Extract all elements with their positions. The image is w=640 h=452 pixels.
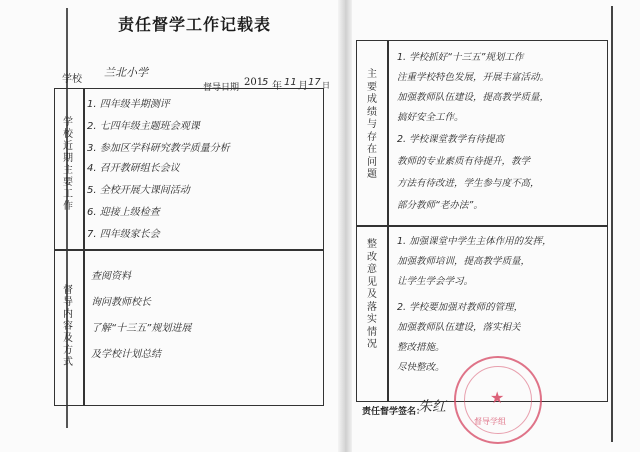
date-year-prefix: 201 (244, 77, 264, 88)
seal-star-icon: ★ (490, 388, 505, 407)
date-month: 11 (284, 77, 297, 88)
date-day-unit: 日 (322, 81, 330, 90)
rectify-line-3: 让学生学会学习。 (397, 276, 474, 287)
date-year-digit: 5 (262, 77, 269, 88)
official-seal (454, 356, 542, 444)
school-label: 学校 (62, 74, 82, 85)
problems-line-5: 2. 学校课堂教学有待提高 (397, 134, 505, 145)
problems-section-label: 主要成绩与存在问题 (367, 69, 377, 180)
right-table-divider-horizontal (357, 225, 607, 227)
work-item-5: 5. 全校开展大课间活动 (87, 185, 190, 196)
rectify-line-2: 加强教师培训，提高教学质量， (397, 256, 531, 267)
work-item-3: 3. 参加区学科研究教学质量分析 (87, 143, 230, 154)
page-fold-shadow (338, 0, 352, 452)
right-table-divider-vertical (387, 41, 389, 401)
rectify-line-4: 2. 学校要加强对教师的管理， (397, 302, 524, 313)
rectify-section-label: 整改意见及落实情况 (367, 239, 377, 350)
date-day: 17 (308, 77, 321, 88)
date-month-unit: 月 (298, 81, 308, 92)
date-label: 督导日期 (203, 83, 240, 93)
problems-line-1: 1. 学校抓好“十三五”规划工作 (397, 52, 524, 63)
school-value: 兰北小学 (104, 66, 148, 79)
work-item-4: 4. 召开教研组长会议 (87, 163, 180, 174)
rectify-line-7: 尽快整改。 (397, 362, 445, 373)
date-year-unit: 年 (272, 81, 282, 92)
left-table-divider-vertical (83, 89, 85, 405)
supervision-line-2: 询问教师校长 (91, 297, 151, 308)
work-section-label: 学校近期主要工作 (63, 117, 73, 212)
rectify-line-1: 1. 加强课堂中学生主体作用的发挥， (397, 236, 552, 247)
right-form-table (356, 40, 608, 402)
form-title: 责任督学工作记载表 (118, 15, 272, 34)
work-item-1: 1. 四年级半期测评 (87, 99, 170, 110)
supervision-line-3: 了解“十三五”规划进展 (91, 323, 192, 334)
signature-value: 朱红 (418, 399, 446, 415)
rectify-line-5: 加强教师队伍建设，落实相关 (397, 322, 521, 333)
left-table-divider-horizontal (55, 249, 323, 251)
rectify-line-6: 整改措施。 (397, 342, 445, 353)
work-item-7: 7. 四年级家长会 (87, 229, 160, 240)
supervision-line-4: 及学校计划总结 (91, 349, 161, 360)
work-item-6: 6. 迎接上级检查 (87, 207, 160, 218)
work-item-2: 2. 七四年级主题班会观课 (87, 121, 200, 132)
problems-line-8: 部分教师“老办法”。 (397, 200, 483, 211)
supervision-line-1: 查阅资料 (91, 271, 131, 282)
supervision-section-label: 督导内容及方式 (63, 285, 73, 368)
problems-line-6: 教师的专业素质有待提升，教学 (397, 156, 531, 167)
left-form-table (54, 88, 324, 406)
problems-line-3: 加强教师队伍建设，提高教学质量， (397, 92, 550, 103)
problems-line-4: 搞好安全工作。 (397, 112, 464, 123)
signature-label: 责任督学签名： (362, 407, 426, 417)
problems-line-2: 注重学校特色发展，开展丰富活动。 (397, 72, 550, 83)
right-page-edge (611, 6, 613, 442)
problems-line-7: 方法有待改进，学生参与度不高， (397, 178, 540, 189)
seal-text: 督导学组 (474, 417, 506, 426)
